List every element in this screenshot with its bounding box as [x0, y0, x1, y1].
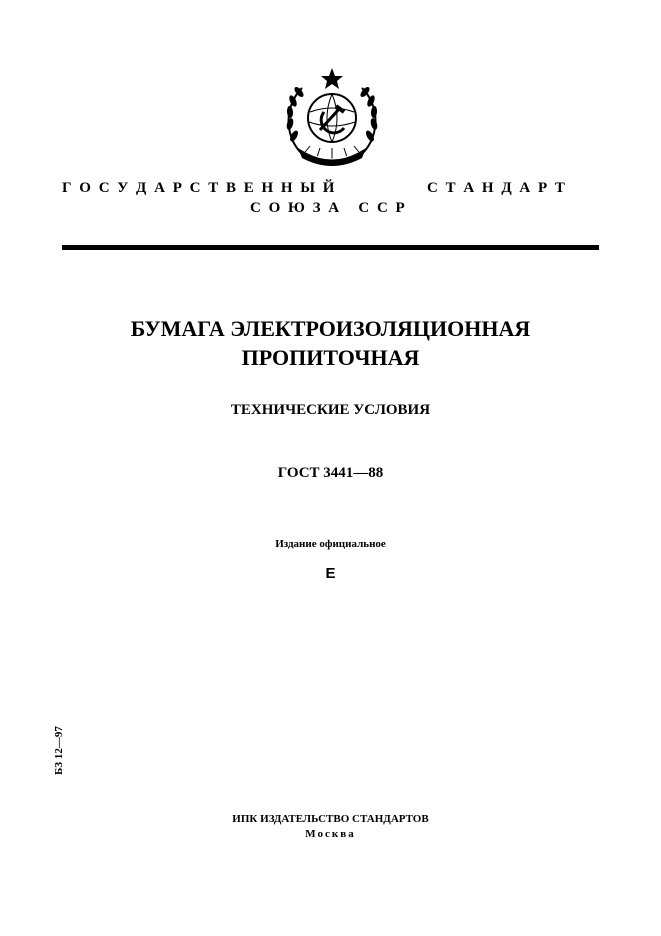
document-subtitle: ТЕХНИЧЕСКИЕ УСЛОВИЯ: [230, 402, 431, 418]
side-code: БЗ 12—97: [53, 726, 65, 775]
ussr-coat-of-arms-icon: [280, 66, 384, 170]
publisher-city: Москва: [305, 828, 356, 840]
gost-number: ГОСТ 3441—88: [277, 465, 384, 481]
publisher: ИПК ИЗДАТЕЛЬСТВО СТАНДАРТОВ: [232, 813, 429, 825]
document-title-line1: БУМАГА ЭЛЕКТРОИЗОЛЯЦИОННАЯ: [130, 316, 531, 341]
header-union-ssr: С О Ю З А С С Р: [250, 200, 407, 216]
document-title-line2: ПРОПИТОЧНАЯ: [241, 345, 420, 370]
header-word-state: Г О С У Д А Р С Т В Е Н Н Ы Й: [62, 180, 337, 196]
edition-mark: Е: [325, 565, 336, 582]
header-word-standard: С Т А Н Д А Р Т: [427, 180, 567, 196]
edition-label: Издание официальное: [275, 538, 386, 550]
header-rule: [62, 245, 599, 250]
